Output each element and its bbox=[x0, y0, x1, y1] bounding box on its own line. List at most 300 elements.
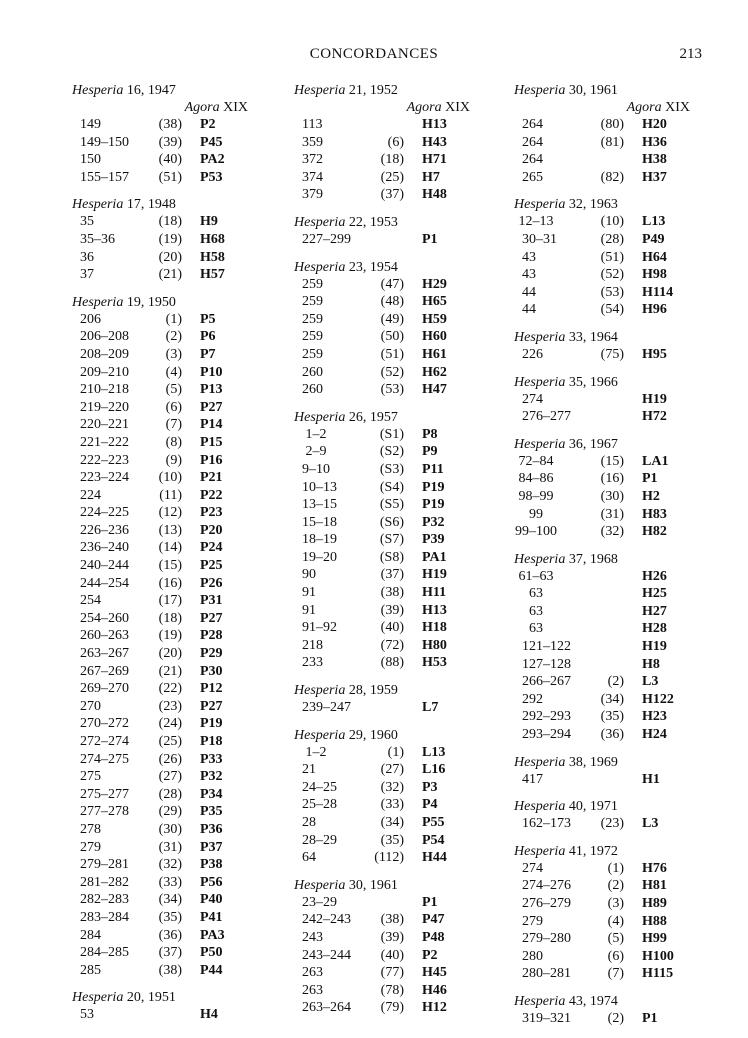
catalog-code: H96 bbox=[642, 302, 667, 318]
concordance-row bbox=[72, 399, 272, 417]
concordance-section bbox=[294, 877, 494, 1017]
catalog-code: P10 bbox=[200, 364, 223, 380]
page-range: 208–209 bbox=[80, 346, 129, 362]
page-range: 1–2 bbox=[305, 744, 327, 760]
item-number: (S2) bbox=[379, 444, 404, 460]
concordance-row bbox=[72, 821, 272, 839]
item-number: (75) bbox=[600, 346, 624, 362]
journal-name: Hesperia bbox=[514, 197, 566, 213]
concordance-row bbox=[294, 911, 494, 929]
journal-name: Hesperia bbox=[514, 83, 566, 98]
concordance-row bbox=[294, 496, 494, 514]
catalog-code: H46 bbox=[422, 982, 447, 998]
item-number: (S4) bbox=[379, 479, 404, 495]
catalog-code: H23 bbox=[642, 709, 667, 725]
item-number: (19) bbox=[158, 231, 182, 247]
volume-year: 43, 1974 bbox=[568, 993, 618, 1009]
item-number: (15) bbox=[158, 558, 182, 574]
concordance-row bbox=[72, 151, 272, 169]
page-range: 283–284 bbox=[80, 909, 129, 925]
concordance-column-1 bbox=[72, 82, 272, 1034]
catalog-code: PA2 bbox=[200, 152, 225, 168]
catalog-code: P3 bbox=[422, 779, 438, 795]
catalog-code: P45 bbox=[200, 134, 223, 150]
item-number: (4) bbox=[165, 364, 182, 380]
page-range: 98–99 bbox=[518, 488, 554, 504]
page-range: 284 bbox=[80, 927, 101, 943]
concordance-row bbox=[294, 116, 494, 134]
item-number: (51) bbox=[158, 169, 182, 185]
volume-year: 29, 1960 bbox=[348, 727, 398, 743]
item-number: (1) bbox=[607, 860, 624, 876]
concordance-row bbox=[514, 301, 714, 319]
catalog-code: P5 bbox=[200, 311, 216, 327]
catalog-code: P31 bbox=[200, 593, 223, 609]
concordance-section bbox=[514, 551, 714, 744]
catalog-code: P20 bbox=[200, 522, 223, 538]
catalog-code: P21 bbox=[200, 470, 223, 486]
catalog-code: P30 bbox=[200, 663, 223, 679]
item-number: (22) bbox=[158, 681, 182, 697]
running-head: CONCORDANCES bbox=[309, 46, 439, 62]
page-range: 53 bbox=[80, 1007, 94, 1023]
concordance-row bbox=[72, 592, 272, 610]
catalog-code: H81 bbox=[642, 878, 667, 894]
concordance-row bbox=[514, 726, 714, 744]
item-number: (21) bbox=[158, 267, 182, 283]
item-number: (3) bbox=[165, 346, 182, 362]
concordance-row bbox=[514, 488, 714, 506]
page-range: 278 bbox=[80, 821, 101, 837]
concordance-row bbox=[514, 523, 714, 541]
section-heading bbox=[294, 727, 494, 744]
page-range: 19–20 bbox=[302, 549, 337, 565]
page-range: 281–282 bbox=[80, 874, 129, 890]
section-heading bbox=[72, 196, 272, 213]
concordance-row bbox=[514, 266, 714, 284]
volume-year: 32, 1963 bbox=[568, 197, 618, 213]
catalog-code: H61 bbox=[422, 346, 447, 362]
catalog-code: H27 bbox=[642, 603, 667, 619]
page-range: 274–276 bbox=[522, 878, 571, 894]
catalog-code: H80 bbox=[422, 637, 447, 653]
catalog-code: P38 bbox=[200, 857, 223, 873]
section-heading bbox=[514, 374, 714, 391]
page-range: 224 bbox=[80, 487, 101, 503]
catalog-code: P39 bbox=[422, 532, 445, 548]
catalog-code: P40 bbox=[200, 892, 223, 908]
concordance-row bbox=[294, 566, 494, 584]
concordance-row bbox=[294, 151, 494, 169]
catalog-code: P23 bbox=[200, 505, 223, 521]
concordance-section bbox=[294, 259, 494, 399]
page-range: 276–279 bbox=[522, 896, 571, 911]
item-number: (52) bbox=[600, 267, 624, 283]
item-number: (S1) bbox=[379, 426, 404, 442]
concordance-row bbox=[72, 311, 272, 329]
catalog-code: H12 bbox=[422, 1000, 447, 1016]
concordance-row bbox=[294, 364, 494, 382]
catalog-code: H48 bbox=[422, 187, 447, 203]
page-range: 10–13 bbox=[302, 479, 337, 495]
item-number: (51) bbox=[380, 346, 404, 362]
catalog-code: PA3 bbox=[200, 927, 225, 943]
catalog-code: P47 bbox=[422, 912, 445, 928]
catalog-code: L3 bbox=[642, 816, 659, 832]
page-number: 213 bbox=[679, 46, 702, 62]
concordance-row bbox=[72, 557, 272, 575]
catalog-code: L13 bbox=[422, 744, 446, 760]
page-range: 274 bbox=[522, 860, 543, 876]
item-number: (20) bbox=[158, 646, 182, 662]
item-number: (40) bbox=[158, 152, 182, 168]
catalog-code: P36 bbox=[200, 821, 223, 837]
catalog-code: P27 bbox=[200, 698, 223, 714]
item-number: (25) bbox=[158, 734, 182, 749]
page-range: 150 bbox=[80, 152, 101, 168]
volume-year: 38, 1969 bbox=[568, 754, 618, 770]
concordance-row bbox=[514, 453, 714, 471]
page-range: 35–36 bbox=[80, 231, 115, 247]
page-range: 263–267 bbox=[80, 646, 129, 662]
section-heading bbox=[294, 214, 494, 231]
page-range: 270 bbox=[80, 698, 101, 714]
catalog-code: H65 bbox=[422, 294, 447, 310]
concordance-row bbox=[72, 627, 272, 645]
item-number: (21) bbox=[158, 663, 182, 679]
catalog-code: P19 bbox=[422, 479, 445, 495]
concordance-row bbox=[72, 575, 272, 593]
journal-name: Hesperia bbox=[72, 83, 124, 98]
item-number: (2) bbox=[165, 329, 182, 345]
page-range: 2–9 bbox=[305, 444, 327, 460]
page-range: 236–240 bbox=[80, 540, 129, 556]
catalog-code: H89 bbox=[642, 896, 667, 911]
page-range: 259 bbox=[302, 329, 323, 345]
concordance-row bbox=[72, 169, 272, 187]
concordance-row bbox=[72, 768, 272, 786]
item-number: (35) bbox=[380, 832, 404, 848]
catalog-code: H2 bbox=[642, 488, 660, 504]
item-number: (39) bbox=[380, 929, 404, 945]
catalog-code: P28 bbox=[200, 628, 223, 644]
journal-name: Hesperia bbox=[294, 409, 346, 425]
concordance-row bbox=[72, 266, 272, 284]
journal-name: Hesperia bbox=[72, 197, 124, 213]
catalog-code: P32 bbox=[200, 769, 223, 785]
item-number: (23) bbox=[600, 816, 624, 832]
item-number: (15) bbox=[600, 453, 624, 469]
journal-name: Hesperia bbox=[514, 374, 566, 390]
concordance-row bbox=[72, 909, 272, 927]
item-number: (6) bbox=[165, 399, 182, 415]
item-number: (30) bbox=[158, 821, 182, 837]
concordance-row bbox=[514, 708, 714, 726]
catalog-code: PA1 bbox=[422, 549, 447, 565]
page-range: 264 bbox=[522, 117, 543, 132]
page-range: 379 bbox=[302, 187, 323, 203]
page-range: 35 bbox=[80, 214, 94, 230]
catalog-code: H53 bbox=[422, 655, 447, 671]
page-range: 218 bbox=[302, 637, 323, 653]
item-number: (26) bbox=[158, 751, 182, 767]
page-range: 162–173 bbox=[522, 816, 571, 832]
page-range: 30–31 bbox=[522, 231, 557, 247]
concordance-row bbox=[294, 328, 494, 346]
page-range: 243 bbox=[302, 929, 323, 945]
catalog-code: H68 bbox=[200, 231, 225, 247]
page-range: 21 bbox=[302, 762, 316, 778]
concordance-row bbox=[294, 947, 494, 965]
volume-year: 33, 1964 bbox=[568, 329, 618, 345]
concordance-row bbox=[72, 839, 272, 857]
catalog-code: P49 bbox=[642, 231, 665, 247]
section-heading bbox=[514, 436, 714, 453]
catalog-code: H4 bbox=[200, 1007, 218, 1023]
catalog-code: H62 bbox=[422, 364, 447, 380]
concordance-row bbox=[72, 803, 272, 821]
page-range: 270–272 bbox=[80, 716, 129, 732]
catalog-code: P44 bbox=[200, 962, 223, 978]
catalog-code: H72 bbox=[642, 409, 667, 425]
concordance-row bbox=[294, 514, 494, 532]
item-number: (5) bbox=[165, 382, 182, 398]
catalog-code: H114 bbox=[642, 284, 674, 300]
concordance-row bbox=[294, 531, 494, 549]
catalog-code: P27 bbox=[200, 610, 223, 626]
concordance-section bbox=[72, 196, 272, 283]
concordance-row bbox=[294, 602, 494, 620]
page-range: 265 bbox=[522, 169, 543, 185]
page-range: 244–254 bbox=[80, 575, 129, 591]
series-volume: XIX bbox=[665, 100, 690, 115]
concordance-row bbox=[294, 311, 494, 329]
page-range: 127–128 bbox=[522, 656, 571, 672]
series-name: Agora bbox=[406, 100, 442, 115]
item-number: (19) bbox=[158, 628, 182, 644]
concordance-row bbox=[72, 663, 272, 681]
page-range: 272–274 bbox=[80, 734, 129, 749]
item-number: (3) bbox=[607, 896, 624, 911]
concordance-row bbox=[72, 715, 272, 733]
catalog-code: H20 bbox=[642, 117, 667, 132]
section-heading bbox=[72, 82, 272, 99]
catalog-code: P4 bbox=[422, 797, 438, 813]
catalog-code: H60 bbox=[422, 329, 447, 345]
journal-name: Hesperia bbox=[514, 754, 566, 770]
item-number: (24) bbox=[158, 716, 182, 732]
page-range: 84–86 bbox=[518, 471, 554, 487]
page-range: 233 bbox=[302, 655, 323, 671]
catalog-code: P16 bbox=[200, 452, 223, 468]
page-range: 63 bbox=[529, 603, 543, 619]
section-heading bbox=[72, 989, 272, 1006]
catalog-code: P7 bbox=[200, 346, 216, 362]
concordance-section bbox=[294, 682, 494, 717]
concordance-row bbox=[294, 293, 494, 311]
catalog-code: P53 bbox=[200, 169, 223, 185]
page-range: 279 bbox=[522, 913, 543, 929]
concordance-row bbox=[72, 381, 272, 399]
page-range: 28–29 bbox=[302, 832, 337, 848]
concordance-row bbox=[294, 849, 494, 867]
concordance-row bbox=[72, 944, 272, 962]
catalog-code: H88 bbox=[642, 913, 667, 929]
concordance-row bbox=[514, 638, 714, 656]
concordance-row bbox=[294, 346, 494, 364]
concordance-row bbox=[514, 284, 714, 302]
item-number: (88) bbox=[380, 655, 404, 671]
item-number: (36) bbox=[600, 727, 624, 743]
concordance-section bbox=[72, 294, 272, 980]
item-number: (28) bbox=[158, 786, 182, 802]
item-number: (38) bbox=[158, 117, 182, 132]
concordance-row bbox=[514, 877, 714, 895]
catalog-code: P14 bbox=[200, 417, 223, 433]
concordance-row bbox=[72, 733, 272, 751]
concordance-row bbox=[514, 913, 714, 931]
page-range: 292 bbox=[522, 691, 543, 707]
series-subheading bbox=[72, 99, 272, 116]
catalog-code: H98 bbox=[642, 267, 667, 283]
concordance-row bbox=[514, 568, 714, 586]
item-number: (S3) bbox=[379, 461, 404, 477]
item-number: (2) bbox=[607, 674, 624, 690]
item-number: (52) bbox=[380, 364, 404, 380]
catalog-code: P19 bbox=[200, 716, 223, 732]
item-number: (49) bbox=[380, 311, 404, 327]
catalog-code: H57 bbox=[200, 267, 225, 283]
item-number: (5) bbox=[607, 931, 624, 947]
page-range: 260 bbox=[302, 382, 323, 398]
concordance-row bbox=[294, 761, 494, 779]
item-number: (72) bbox=[380, 637, 404, 653]
page-range: 91–92 bbox=[302, 620, 337, 636]
catalog-code: H26 bbox=[642, 568, 667, 584]
catalog-code: P1 bbox=[642, 471, 658, 487]
item-number: (18) bbox=[158, 214, 182, 230]
item-number: (35) bbox=[600, 709, 624, 725]
section-heading bbox=[294, 877, 494, 894]
concordance-section bbox=[294, 82, 494, 204]
concordance-row bbox=[72, 213, 272, 231]
page-range: 264 bbox=[522, 134, 543, 150]
page-range: 220–221 bbox=[80, 417, 129, 433]
page-range: 149 bbox=[80, 117, 101, 132]
catalog-code: H100 bbox=[642, 948, 674, 964]
page-range: 282–283 bbox=[80, 892, 129, 908]
concordance-row bbox=[72, 469, 272, 487]
section-heading bbox=[294, 259, 494, 276]
journal-name: Hesperia bbox=[294, 259, 346, 275]
item-number: (40) bbox=[380, 620, 404, 636]
page-range: 417 bbox=[522, 771, 543, 787]
catalog-code: P12 bbox=[200, 681, 223, 697]
volume-year: 35, 1966 bbox=[568, 374, 618, 390]
volume-year: 21, 1952 bbox=[348, 83, 398, 98]
concordance-row bbox=[72, 856, 272, 874]
item-number: (20) bbox=[158, 249, 182, 265]
concordance-row bbox=[514, 391, 714, 409]
concordance-section bbox=[294, 214, 494, 249]
page-range: 227–299 bbox=[302, 231, 351, 247]
item-number: (50) bbox=[380, 329, 404, 345]
concordance-row bbox=[72, 610, 272, 628]
concordance-row bbox=[514, 815, 714, 833]
concordance-row bbox=[514, 151, 714, 169]
catalog-code: P27 bbox=[200, 399, 223, 415]
catalog-code: P54 bbox=[422, 832, 445, 848]
item-number: (7) bbox=[165, 417, 182, 433]
page-range: 155–157 bbox=[80, 169, 129, 185]
concordance-row bbox=[72, 416, 272, 434]
item-number: (9) bbox=[165, 452, 182, 468]
catalog-code: H99 bbox=[642, 931, 667, 947]
page-range: 275–277 bbox=[80, 786, 129, 802]
page-range: 149–150 bbox=[80, 134, 129, 150]
concordance-section bbox=[514, 843, 714, 983]
page-range: 36 bbox=[80, 249, 94, 265]
catalog-code: P15 bbox=[200, 434, 223, 450]
catalog-code: H11 bbox=[422, 585, 447, 601]
item-number: (32) bbox=[380, 779, 404, 795]
catalog-code: H28 bbox=[642, 621, 667, 637]
item-number: (33) bbox=[380, 797, 404, 813]
concordance-row bbox=[72, 487, 272, 505]
page-range: 319–321 bbox=[522, 1010, 571, 1026]
volume-year: 22, 1953 bbox=[348, 214, 398, 230]
page-range: 259 bbox=[302, 346, 323, 362]
volume-year: 30, 1961 bbox=[348, 877, 398, 893]
concordance-row bbox=[294, 134, 494, 152]
concordance-row bbox=[294, 479, 494, 497]
volume-year: 17, 1948 bbox=[126, 197, 176, 213]
item-number: (29) bbox=[158, 804, 182, 820]
concordance-section bbox=[514, 329, 714, 364]
page-range: 274 bbox=[522, 391, 543, 407]
page-range: 37 bbox=[80, 267, 94, 283]
concordance-row bbox=[72, 1006, 272, 1024]
volume-year: 26, 1957 bbox=[348, 409, 398, 425]
page-range: 263–264 bbox=[302, 1000, 351, 1016]
item-number: (11) bbox=[159, 487, 182, 503]
catalog-code: H43 bbox=[422, 134, 447, 150]
page-range: 285 bbox=[80, 962, 101, 978]
catalog-code: P2 bbox=[200, 117, 216, 132]
concordance-row bbox=[514, 691, 714, 709]
catalog-code: H13 bbox=[422, 117, 447, 132]
page-range: 269–270 bbox=[80, 681, 129, 697]
concordance-row bbox=[72, 504, 272, 522]
concordance-row bbox=[72, 522, 272, 540]
concordance-section bbox=[514, 798, 714, 833]
item-number: (40) bbox=[380, 947, 404, 963]
page-range: 13–15 bbox=[302, 497, 337, 513]
page-range: 90 bbox=[302, 567, 316, 583]
item-number: (38) bbox=[380, 585, 404, 601]
concordance-row bbox=[294, 964, 494, 982]
catalog-code: H19 bbox=[422, 567, 447, 583]
item-number: (48) bbox=[380, 294, 404, 310]
concordance-row bbox=[514, 249, 714, 267]
journal-name: Hesperia bbox=[72, 294, 124, 310]
series-subheading bbox=[294, 99, 494, 116]
catalog-code: H115 bbox=[642, 966, 674, 982]
page-range: 91 bbox=[302, 602, 316, 618]
catalog-code: H37 bbox=[642, 169, 667, 185]
concordance-column-3 bbox=[514, 82, 714, 1038]
page-range: 240–244 bbox=[80, 558, 129, 574]
